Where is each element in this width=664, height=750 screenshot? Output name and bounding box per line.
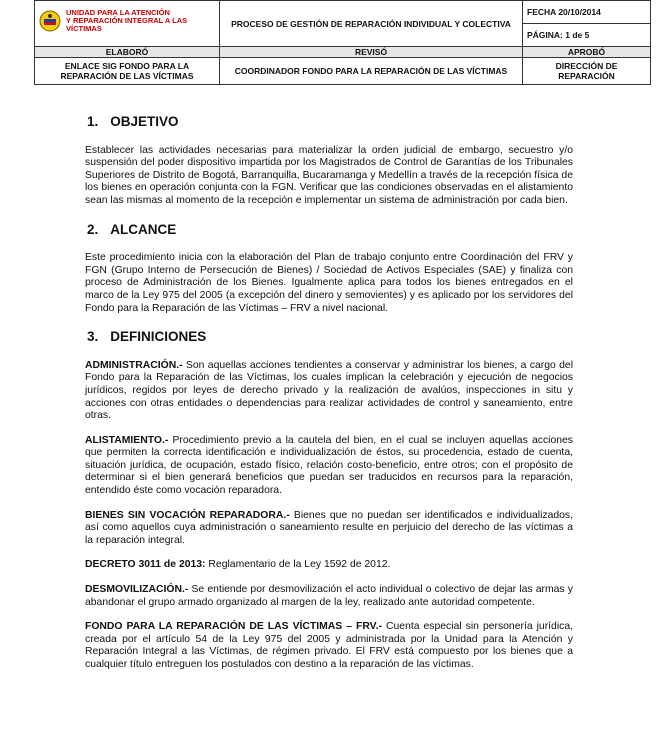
definition-item xyxy=(85,584,573,609)
section-definiciones xyxy=(85,331,573,671)
definition-term: DECRETO 3011 de 2013: xyxy=(85,559,206,571)
definition-term: FONDO PARA LA REPARACIÓN DE LAS VÍCTIMAS – FRV.- xyxy=(85,621,383,633)
unidad-logo xyxy=(39,9,215,33)
section-title: OBJETIVO xyxy=(110,114,179,129)
section-heading xyxy=(87,331,573,344)
document-body xyxy=(85,116,573,688)
definition-item xyxy=(85,435,573,498)
definition-text: Cuenta especial sin personería jurídica, creada por el artículo 54 de la Ley 975 del 2005 y administrada por la Unidad para la Atención y Reparación Integral a las Víctimas, de régimen privado. El FRV está compuesto por los bienes que a cualquier título entreguen los postulados con destino a la reparación de las víctimas. xyxy=(85,621,574,670)
section-paragraph: Este procedimiento inicia con la elaboración del Plan de trabajo conjunto entre Coordinación del FRV y FGN (Grupo Interno de Persecución de Bienes) / Sociedad de Activos Especiales (SAE) y finaliza con proceso de Administración de los Bienes. Igualmente aplica para todos los bienes entregados en el marco de la Ley 975 del 2005 (a excepción del dinero y semovientes) y es aplicado por los servidores del Fondo para la Reparación de las Víctimas – FRV a nivel nacional. xyxy=(85,252,573,314)
logo-text-line1: UNIDAD PARA LA ATENCIÓN xyxy=(66,7,170,17)
definition-text: Bienes que no puedan ser identificados e individualizados, así como aquellos cuya administración o saneamiento resulte en perjuicio del derecho de las víctimas a la reparación integral. xyxy=(85,509,573,546)
meta-cell xyxy=(523,1,651,47)
colombia-seal-icon xyxy=(39,10,61,32)
definition-term: ADMINISTRACIÓN.- xyxy=(85,359,183,371)
definition-item xyxy=(85,510,573,548)
value-reviso: COORDINADOR FONDO PARA LA REPARACIÓN DE LAS VÍCTIMAS xyxy=(220,58,523,85)
logo-text xyxy=(66,9,215,33)
section-heading xyxy=(87,116,573,129)
page-number: PÁGINA: 1 de 5 xyxy=(523,23,650,46)
definition-text: Son aquellas acciones tendientes a conservar y administrar los bienes, a cargo del Fondo para la Reparación de las Víctimas, los cuales implican la celebración y ejecución de negocios jurídicos, regidos por leyes de derecho privado y la realización de avalúos, inspecciones in situ y acciones con otras entidades o dependencias para realizar actividades de control y saneamiento, entre otras. xyxy=(85,359,573,422)
section-alcance xyxy=(85,221,573,316)
section-number: 1. xyxy=(87,114,99,129)
definition-item xyxy=(85,621,573,671)
section-number: 2. xyxy=(87,221,99,237)
col-header-reviso: REVISÓ xyxy=(220,47,523,58)
definition-term: BIENES SIN VOCACIÓN REPARADORA.- xyxy=(85,509,290,521)
section-title: DEFINICIONES xyxy=(110,329,207,345)
logo-cell xyxy=(35,1,220,47)
value-elaboro: ENLACE SIG FONDO PARA LA REPARACIÓN DE LAS VÍCTIMAS xyxy=(35,58,220,85)
definition-term: DESMOVILIZACIÓN.- xyxy=(85,584,189,596)
section-number: 3. xyxy=(87,329,99,345)
definition-item xyxy=(85,360,573,423)
value-aprobo: DIRECCIÓN DE REPARACIÓN xyxy=(523,58,651,85)
definition-term: ALISTAMIENTO.- xyxy=(85,434,169,446)
section-heading xyxy=(87,221,573,237)
document-header-table xyxy=(34,0,651,85)
section-paragraph: Establecer las actividades necesarias para materializar la orden judicial de embargo, secuestro y/o suspensión del poder dispositivo impartida por los Magistrados de Control de Garantías de los Tribunales Superiores de Distrito de Bogotá, Barranquilla, Bucaramanga y Medellín a través de la recepción física de los bienes en operación conjunta con la FGN. Verificar que las condiciones observadas en el alistamiento sean las mismas al momento de la recepción e implementar un sistema de administración por cada bien. xyxy=(85,144,573,206)
definition-text: Reglamentario de la Ley 1592 de 2012. xyxy=(205,559,391,571)
definition-item xyxy=(85,559,573,572)
process-title: PROCESO DE GESTIÓN DE REPARACIÓN INDIVIDUAL Y COLECTIVA xyxy=(220,1,523,47)
logo-text-line2: Y REPARACIÓN INTEGRAL A LAS VÍCTIMAS xyxy=(66,15,188,33)
document-date: FECHA 20/10/2014 xyxy=(527,7,601,17)
definition-text: Se entiende por desmovilización el acto individual o colectivo de dejar las armas y abandonar el grupo armado organizado al margen de la ley, realizado ante autoridad competente. xyxy=(85,584,573,608)
col-header-elaboro: ELABORÓ xyxy=(35,47,220,58)
section-objetivo xyxy=(85,116,573,208)
definition-text: Procedimiento previo a la cautela del bien, en el cual se incluyen aquellas acciones que permiten la correcta identificación e individualización de éstos, su procedencia, estado de cuenta, situación jurídica, de ocupación, estado físico, relación costo-beneficio, entre otros; con el propósito de determinar si el bien generará beneficios que puedan ser traducidos en recursos para la reparación, entendido éste como vocación reparadora. xyxy=(85,434,573,497)
col-header-aprobo: APROBÓ xyxy=(523,47,651,58)
section-title: ALCANCE xyxy=(110,221,177,237)
